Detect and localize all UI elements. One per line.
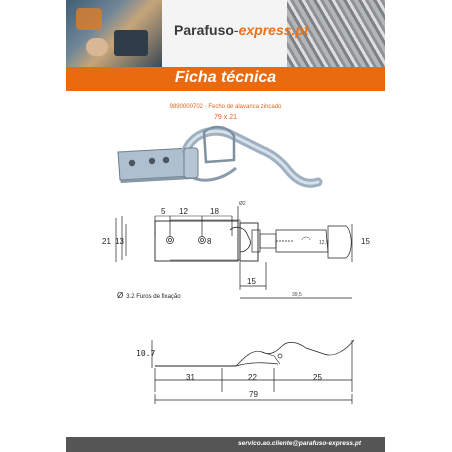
top-view xyxy=(116,206,352,298)
dim-top-18: 18 xyxy=(210,207,219,216)
dim-right-15: 15 xyxy=(361,237,370,246)
footer-bar xyxy=(66,437,385,452)
dim-bottom-39: 39,5 xyxy=(292,292,302,298)
diameter-icon: Ø xyxy=(117,291,124,300)
dim-left-13: 13 xyxy=(115,237,124,246)
dim-bottom-15: 15 xyxy=(247,277,256,286)
holes-note xyxy=(117,291,181,300)
dim-side-height: 10.7 xyxy=(136,349,156,358)
dim-top-5: 5 xyxy=(161,207,166,216)
dim-hole-8: 8 xyxy=(207,237,212,246)
holes-note-text: 3.2 Furos de fixação xyxy=(126,294,181,300)
product-size: 79 x 21 xyxy=(214,114,237,121)
dim-side-25: 25 xyxy=(313,373,322,382)
dim-side-total: 79 xyxy=(249,390,258,399)
dim-diam-2: Ø2 xyxy=(239,201,246,207)
technical-drawings xyxy=(66,0,385,452)
product-sheet xyxy=(66,0,385,452)
dim-top-12: 12 xyxy=(179,207,188,216)
dim-small-h: 12,9 xyxy=(319,240,329,246)
footer-email-link[interactable]: servico.ao.cliente@parafuso-express.pt xyxy=(237,440,361,447)
brand-separator: - xyxy=(233,22,239,38)
brand-main: Parafuso xyxy=(174,22,234,38)
product-code: 9890000702 - Fecho de alavanca zincado xyxy=(169,104,282,110)
latch-photo xyxy=(118,127,318,183)
dim-side-31: 31 xyxy=(186,373,195,382)
dim-side-22: 22 xyxy=(248,373,257,382)
brand-accent: express.pt xyxy=(238,22,309,38)
dim-left-21: 21 xyxy=(102,237,111,246)
page-title: Ficha técnica xyxy=(174,69,277,86)
